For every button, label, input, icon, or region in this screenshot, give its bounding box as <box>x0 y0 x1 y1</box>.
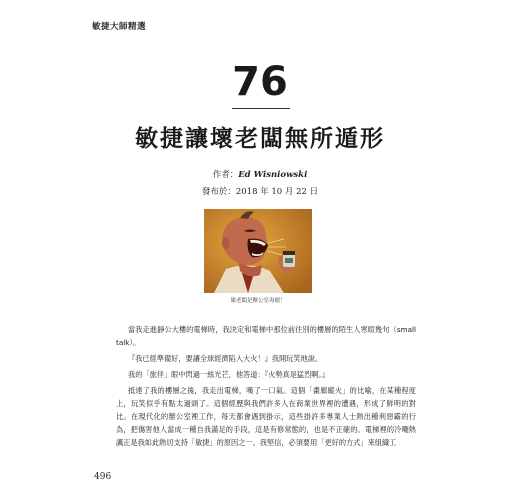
paragraph: 當我走進靜公大樓的電梯時，我決定和電梯中那位前往別的樓層的陌生人寒暄幾句（small talk）。 <box>116 325 416 347</box>
paragraph: 我的「旅伴」眼中閃過一絲光芒，他答道：『火勢真是猛烈啊。』 <box>128 370 330 379</box>
byline <box>0 168 520 180</box>
chapter-title: 敏捷讓壞老闆無所遁形 <box>135 126 385 152</box>
paragraph: 『我已經準備好，要讓全球經濟陷入大火！』我開玩笑地說。 <box>128 354 323 363</box>
byline-author: Ed Wisniowski <box>238 170 308 180</box>
chapter-number: 76 <box>232 59 288 105</box>
illustration-art <box>204 209 312 293</box>
chapter-divider <box>232 108 290 109</box>
article-body <box>116 323 416 452</box>
publication-date: 發布於：2018 年 10 月 22 日 <box>201 187 319 197</box>
paragraph: 抵達了我的樓層之後，我走出電梯，嘆了一口氣。這個「畫廊縱火」的比喻，在某種程度上，玩笑似乎有點太過頭了。這個經歷與我們許多人在商業世界裡的遭遇，形成了鮮明的對比。在現代化的辦公室裡工作，每天都會遇到掛示，這些掛許多專業人士熱出種利惡霸的行為，把傷害他人當成一種自我滿足的手段，這是有修常態的，也是不正確的。電梯裡的冷嘲熱諷正是我如此熱切支持「敏捷」的原因之一。我堅信，必須要用「更好的方式」來組織工 <box>116 386 416 447</box>
byline-prefix: 作者： <box>212 170 239 180</box>
illustration-screaming-man <box>204 209 312 293</box>
page-number: 496 <box>94 472 112 482</box>
figure-caption: 壞老闆是辦公室毒瘤！ <box>230 298 286 304</box>
running-head: 敏捷大師精選 <box>92 22 147 32</box>
